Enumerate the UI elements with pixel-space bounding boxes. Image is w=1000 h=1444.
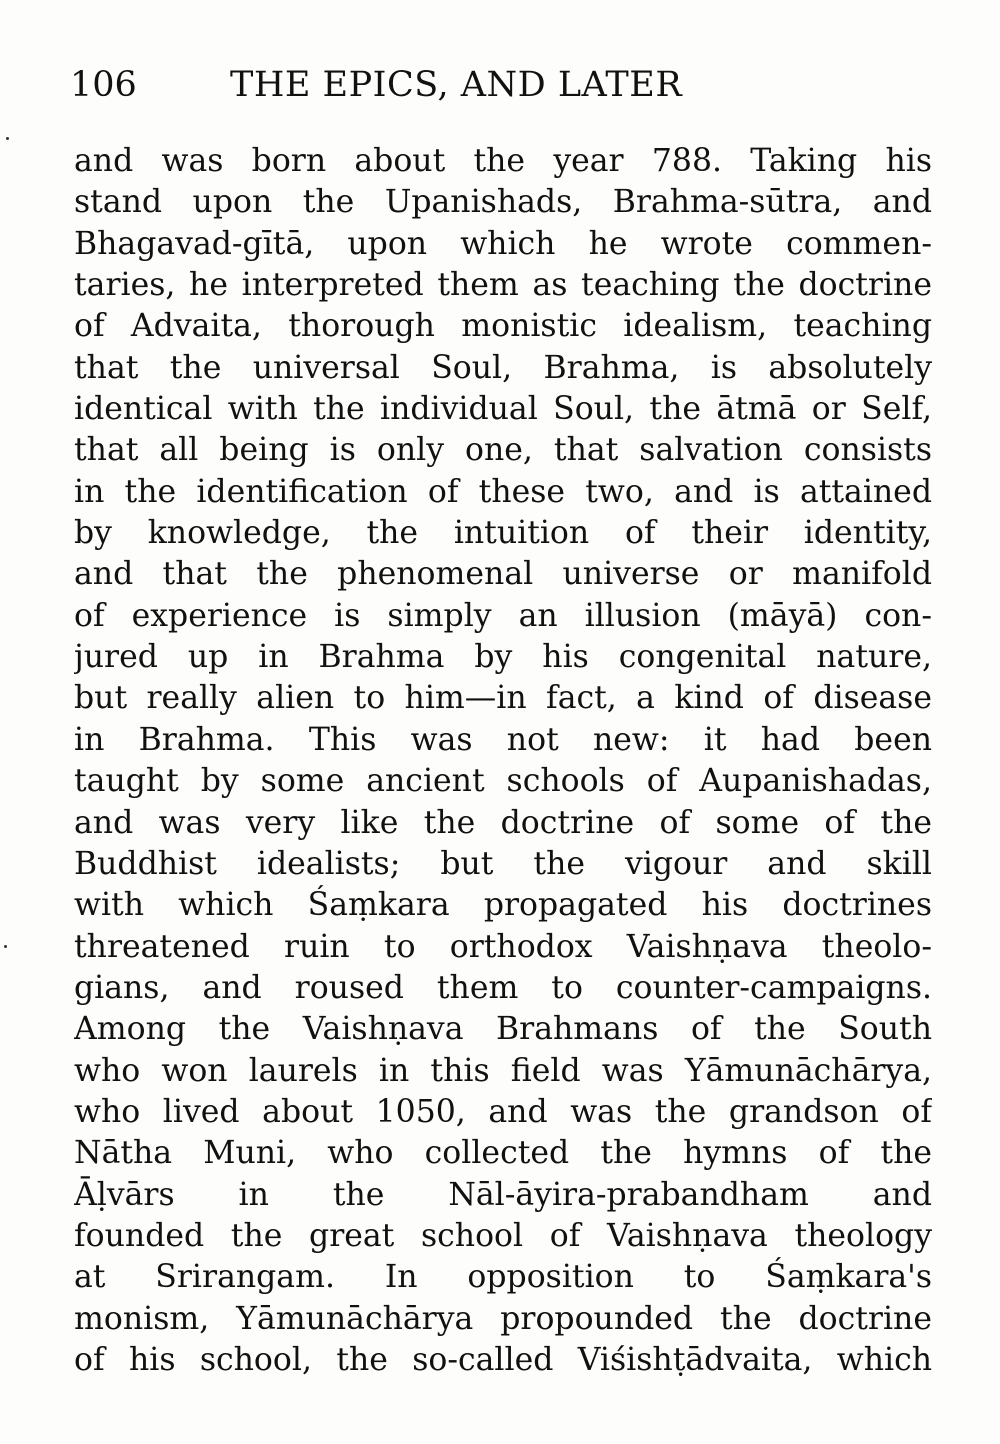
text-line: Buddhist idealists; but the vigour and skill [74, 845, 932, 882]
text-line: of his school, the so-called Viśishṭādvaita, which [74, 1341, 932, 1378]
running-head: THE EPICS, AND LATER [230, 65, 683, 105]
text-line: that all being is only one, that salvation consists [74, 432, 932, 469]
text-line: and was born about the year 788. Taking his [74, 143, 932, 179]
text-line: in the identification of these two, and is attained [74, 473, 932, 510]
text-line: of experience is simply an illusion (māyā) con- [74, 597, 932, 634]
text-line: of Advaita, thorough monistic idealism, teaching [74, 308, 932, 345]
text-line: that the universal Soul, Brahma, is absolutely [74, 349, 932, 386]
text-line: stand upon the Upanishads, Brahma-sūtra, and [74, 184, 932, 221]
text-line: identical with the individual Soul, the ātmā or Self, [74, 391, 932, 428]
text-line: at Srirangam. In opposition to Śaṃkara's [74, 1259, 932, 1296]
text-line: jured up in Brahma by his congenital nature, [74, 639, 932, 676]
text-line: taught by some ancient schools of Aupanishadas, [74, 763, 932, 800]
text-line: founded the great school of Vaishṇava theology [74, 1217, 932, 1254]
text-line: who lived about 1050, and was the grandson of [74, 1093, 932, 1130]
text-line: taries, he interpreted them as teaching the doctrine [74, 267, 932, 304]
margin-speck [4, 945, 7, 948]
text-line: threatened ruin to orthodox Vaishṇava theolo- [74, 928, 932, 965]
margin-speck [6, 137, 9, 140]
text-line: in Brahma. This was not new: it had been [74, 721, 932, 758]
page-header [70, 60, 930, 110]
text-line: who won laurels in this field was Yāmunāchārya, [74, 1052, 932, 1089]
text-line: and was very like the doctrine of some of the [74, 804, 932, 841]
text-line: Bhagavad-gītā, upon which he wrote commen- [74, 225, 932, 262]
text-line: Nātha Muni, who collected the hymns of the [74, 1135, 932, 1172]
text-line: Āḷvārs in the Nāl-āyira-prabandham and [74, 1176, 932, 1213]
body-text [74, 141, 932, 1381]
text-line: by knowledge, the intuition of their identity, [74, 515, 932, 552]
text-line: Among the Vaishṇava Brahmans of the South [74, 1011, 932, 1048]
text-line: gians, and roused them to counter-campaigns. [74, 969, 932, 1006]
text-line: with which Śaṃkara propagated his doctrines [74, 887, 932, 924]
text-line: and that the phenomenal universe or manifold [74, 556, 932, 593]
text-line: monism, Yāmunāchārya propounded the doctrine [74, 1300, 932, 1337]
page-number: 106 [70, 65, 137, 105]
text-line: but really alien to him—in fact, a kind of disease [74, 680, 932, 717]
